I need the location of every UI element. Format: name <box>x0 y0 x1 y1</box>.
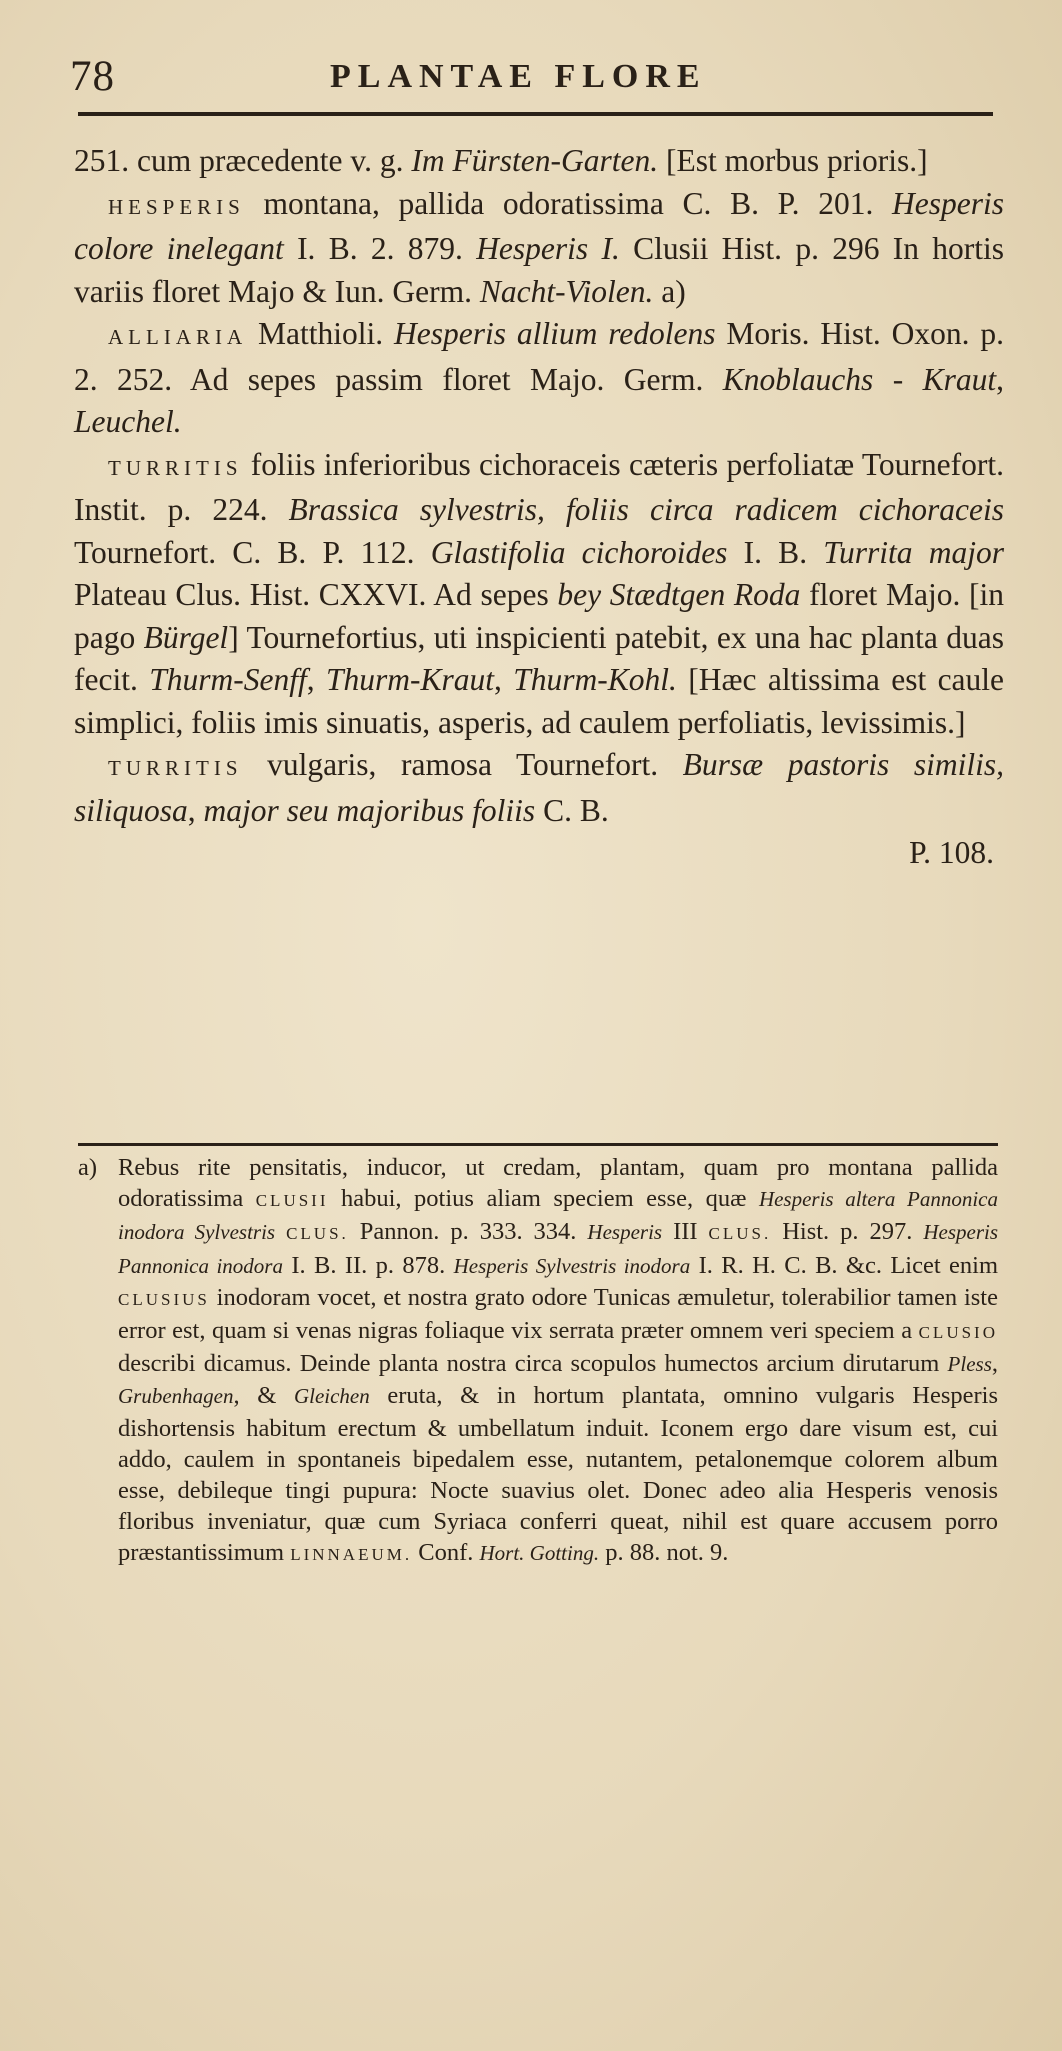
italic-span: Pless <box>947 1352 992 1377</box>
text-span: , <box>494 662 514 697</box>
italic-span: Im Fürsten-Garten. <box>411 143 659 178</box>
text-span: Pannon. p. 333. 334. <box>348 1218 588 1246</box>
text-span: Moris. Hist. Oxon. p. 2. 252. Ad sepes passim floret Majo. Germ. <box>74 316 1004 397</box>
italic-span: Hesperis Pannonica inodora <box>118 1220 999 1278</box>
text-span: III <box>662 1218 709 1246</box>
text-span: , <box>996 361 1005 397</box>
text-span: , <box>991 1350 998 1378</box>
text-span: ] Tournefortius, uti inspicienti patebit, ex una hac planta duas fecit. <box>74 619 1004 697</box>
italic-span: Thurm-Kohl. <box>513 662 677 697</box>
text-span: p. 88. not. 9. <box>599 1539 729 1567</box>
text-span: , <box>187 792 204 828</box>
footnote <box>78 1152 998 1571</box>
italic-span: major seu majoribus foliis <box>203 792 536 828</box>
text-span: , <box>306 662 326 697</box>
running-head: PLANTAE FLORE <box>330 58 707 95</box>
italic-span: Hesperis Sylvestris inodora <box>453 1253 691 1278</box>
small-caps-span: TURRITIS <box>108 756 243 780</box>
text-span: Rebus rite pensitatis, inducor, ut credam, plantam, quam pro montana pallida odoratissima <box>118 1154 998 1213</box>
text-span: Tournefort. C. B. P. 112. <box>74 534 431 570</box>
italic-span: Turrita major <box>823 534 1004 570</box>
italic-span: Hort. Gotting. <box>479 1541 600 1566</box>
italic-span: Hesperis <box>587 1220 663 1245</box>
text-span <box>275 1218 286 1245</box>
italic-span: Thurm-Senff <box>149 662 307 697</box>
entry-251 <box>74 140 1004 183</box>
text-span: 251. cum præcedente v. g. <box>74 143 412 178</box>
small-caps-span: CLUSII <box>255 1191 329 1211</box>
italic-span: Leuchel. <box>74 404 182 439</box>
footnote-text <box>118 1152 998 1571</box>
italic-span: Glastifolia cichoroides <box>430 534 728 570</box>
italic-span: Bursæ pastoris similis, siliquosa <box>74 747 1004 828</box>
text-span: Clusii Hist. p. 296 In hortis variis floret Majo & Iun. Germ. <box>74 231 1005 309</box>
italic-span: Grubenhagen <box>118 1384 234 1409</box>
text-span: habui, potius aliam speciem esse, quæ <box>328 1185 759 1213</box>
text-span: inodoram vocet, et nostra grato odore Tunicas æmuletur, tolerabilior tamen iste error est, quam si venas nigras foliaque vix serrata præter omnem veri speciem a <box>118 1283 998 1345</box>
text-span: describi dicamus. Deinde planta nostra circa scopulos humectos arcium dirutarum <box>118 1350 948 1378</box>
text-span: Conf. <box>412 1539 480 1567</box>
text-span: foliis inferioribus cichoraceis cæteris perfoliatæ Tournefort. Instit. p. 224. <box>74 446 1004 527</box>
small-caps-span: HESPERIS <box>108 194 245 219</box>
italic-span: Hesperis altera Pannonica inodora Sylvestris <box>118 1187 998 1245</box>
small-caps-span: CLUS. <box>286 1224 349 1244</box>
page-header <box>70 52 988 104</box>
small-caps-span: ALLIARIA <box>108 325 248 349</box>
text-span: [Est morbus prioris.] <box>658 143 928 178</box>
text-span: Hist. p. 297. <box>771 1218 924 1246</box>
italic-span: Gleichen <box>293 1384 370 1409</box>
main-text <box>74 140 1004 875</box>
entry-alliaria <box>74 313 1004 444</box>
italic-span: Hesperis colore inelegant <box>74 185 1004 266</box>
entry-turritis-vulgaris <box>74 744 1004 832</box>
footnote-rule <box>78 1143 998 1146</box>
text-span: I. B. <box>727 534 824 570</box>
text-span: [Hæc altissima est caule simplici, foliis imis sinuatis, asperis, ad caulem perfoliatis, levissimis.] <box>74 662 1005 740</box>
text-span: Matthioli. <box>247 316 394 351</box>
italic-span: Hesperis allium redolens <box>394 316 716 351</box>
italic-span: Brassica sylvestris, foliis circa radicem cichoraceis <box>288 492 1004 527</box>
entry-end-reference: P. 108. <box>909 835 994 870</box>
italic-span: Nacht-Violen. <box>479 273 654 309</box>
small-caps-span: CLUS. <box>708 1224 772 1244</box>
italic-span: Knoblauchs - Kraut <box>722 361 997 397</box>
text-span: montana, pallida odoratissima C. B. P. 201. <box>244 185 892 221</box>
header-rule <box>78 112 993 116</box>
small-caps-span: CLUSIUS <box>118 1289 210 1309</box>
footnote-marker: a) <box>78 1154 98 1181</box>
text-span: vulgaris, ramosa Tournefort. <box>242 747 683 782</box>
small-caps-span: LINNAEUM. <box>290 1545 413 1565</box>
text-span: I. R. H. C. B. &c. Licet enim <box>690 1251 998 1279</box>
text-span: Plateau Clus. Hist. CXXVI. Ad sepes <box>74 577 558 612</box>
text-span: , & <box>233 1382 294 1410</box>
text-span: I. B. II. p. 878. <box>282 1251 454 1279</box>
italic-span: Hesperis I. <box>476 231 620 266</box>
italic-span: bey Stædtgen Roda <box>557 577 801 612</box>
text-span: C. B. <box>535 792 609 828</box>
small-caps-span: CLUSIO <box>918 1323 998 1343</box>
text-span: a) <box>653 273 686 309</box>
page-number: 78 <box>70 53 115 100</box>
text-span: I. B. 2. 879. <box>283 231 477 266</box>
entry-hesperis <box>74 183 1004 314</box>
entry-turritis-perfoliata <box>74 444 1004 745</box>
italic-span: Thurm-Kraut <box>325 662 494 697</box>
text-span: floret Majo. [in pago <box>74 577 1005 655</box>
text-span: eruta, & in hortum plantata, omnino vulgaris Hesperis dishortensis habitum erectum & umbellatum induit. Iconem ergo dare visum est, cui addo, caulem in spontaneis bipedalem esse, nutantem, petalonemque colorem album esse, debileque tingi pupura: Nocte suavius olet. Donec adeo alia Hesperis venosis floribus inveniatur, quæ cum Syriaca conferri queat, nihil est quare accusem porro præstantissimum <box>118 1382 999 1567</box>
small-caps-span: TURRITIS <box>108 455 243 480</box>
italic-span: Bürgel <box>143 619 229 655</box>
